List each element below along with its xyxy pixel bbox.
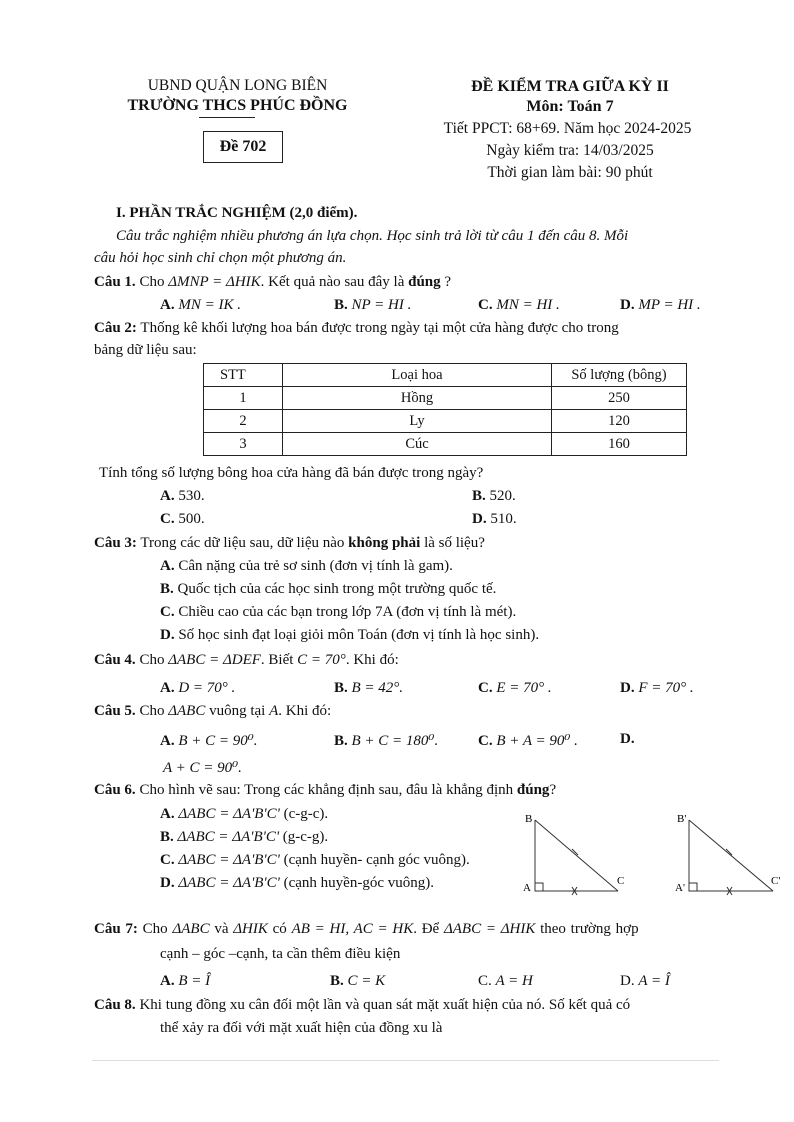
q3-option-c[interactable]: C. Chiều cao của các bạn trong lớp 7A (đơn vị tính là mét). — [160, 604, 517, 620]
q7-option-d[interactable]: D. A = Î — [620, 973, 670, 989]
q5-option-b[interactable]: B. B + C = 180⁰. — [334, 733, 439, 749]
q2-option-d[interactable]: D. 510. — [472, 511, 517, 527]
q2-option-b[interactable]: B. 520. — [472, 488, 516, 504]
q1-option-c[interactable]: C. MN = HI . — [478, 297, 560, 313]
question-5: Câu 5. Cho ΔABC vuông tại A. Khi đó: — [94, 703, 332, 719]
q4-option-c[interactable]: C. E = 70° . — [478, 680, 552, 696]
vertex-label: A — [523, 882, 531, 894]
q1-option-a[interactable]: A. MN = IK . — [160, 297, 241, 313]
question-2: Câu 2: Thống kê khối lượng hoa bán được trong ngày tại một cửa hàng được cho trong — [94, 320, 619, 336]
question-7: Câu 7: Cho ΔABC và ΔHIK có AB = HI, AC = HK. Để ΔABC = ΔHIK theo trường hợp — [94, 921, 639, 937]
periods: Tiết PPCT: 68+69. Năm học 2024-2025 — [443, 120, 692, 137]
table-cell: 250 — [552, 387, 687, 410]
q2-option-a[interactable]: A. 530. — [160, 488, 205, 504]
section-title: I. PHẦN TRẮC NGHIỆM (2,0 điểm). — [116, 205, 358, 221]
q6-option-d[interactable]: D. ΔABC = ΔA'B'C' (cạnh huyền-góc vuông). — [160, 875, 434, 891]
q7-option-a[interactable]: A. B = Î — [160, 973, 211, 989]
exam-date: Ngày kiểm tra: 14/03/2025 — [486, 142, 654, 159]
triangle-abc — [535, 820, 618, 895]
question-2-ask: Tính tổng số lượng bông hoa cửa hàng đã bán được trong ngày? — [99, 465, 484, 481]
table-row — [204, 433, 687, 456]
q5-option-d[interactable]: D. — [620, 731, 635, 747]
q2-option-c[interactable]: C. 500. — [160, 511, 205, 527]
exam-title: ĐỀ KIỂM TRA GIỮA KỲ II — [471, 78, 669, 95]
q3-option-b[interactable]: B. Quốc tịch của các học sinh trong một trường quốc tế. — [160, 581, 497, 597]
district-name: UBND QUẬN LONG BIÊN — [147, 77, 328, 94]
triangles-figure — [515, 808, 794, 903]
vertex-label: B — [525, 813, 533, 825]
question-4: Câu 4. Cho ΔABC = ΔDEF. Biết C = 70°. Khi đó: — [94, 652, 399, 668]
q7-option-b[interactable]: B. C = K — [330, 973, 386, 989]
table-row — [204, 387, 687, 410]
triangle-a-prime — [689, 820, 773, 895]
question-3: Câu 3: Trong các dữ liệu sau, dữ liệu nào không phải là số liệu? — [94, 535, 485, 551]
q7-option-c[interactable]: C. A = H — [478, 973, 533, 989]
question-6: Câu 6. Cho hình vẽ sau: Trong các khẳng định sau, đâu là khẳng định đúng? — [94, 782, 557, 798]
q5-option-a[interactable]: A. B + C = 90⁰. — [160, 733, 258, 749]
vertex-label: C' — [771, 875, 781, 887]
table-cell: 160 — [552, 433, 687, 456]
question-8: Câu 8. Khi tung đồng xu cân đối một lần và quan sát mặt xuất hiện của nó. Số kết quả có — [94, 997, 631, 1013]
question-7-cont: cạnh – góc –cạnh, ta cần thêm điều kiện — [160, 946, 401, 962]
q6-option-a[interactable]: A. ΔABC = ΔA'B'C' (c-g-c). — [160, 806, 329, 822]
q6-option-c[interactable]: C. ΔABC = ΔA'B'C' (cạnh huyền- cạnh góc vuông). — [160, 852, 470, 868]
exam-code: Đề 702 — [203, 131, 283, 163]
q1-option-d[interactable]: D. MP = HI . — [620, 297, 701, 313]
table-cell: 2 — [204, 410, 283, 433]
table-cell: Ly — [283, 410, 552, 433]
school-name: TRƯỜNG THCS PHÚC ĐỒNG — [127, 97, 348, 114]
header-underline — [199, 117, 255, 118]
table-header: Số lượng (bông) — [552, 364, 687, 387]
footer-divider — [92, 1060, 719, 1061]
table-cell: 3 — [204, 433, 283, 456]
section-intro-1: Câu trắc nghiệm nhiều phương án lựa chọn. Học sinh trả lời từ câu 1 đến câu 8. Mỗi — [116, 228, 629, 244]
flower-table — [203, 363, 687, 456]
question-1: Câu 1. Cho ΔMNP = ΔHIK. Kết quả nào sau đây là đúng ? — [94, 274, 452, 290]
table-cell: 120 — [552, 410, 687, 433]
table-cell: Hồng — [283, 387, 552, 410]
q4-option-b[interactable]: B. B = 42°. — [334, 680, 404, 696]
q6-option-b[interactable]: B. ΔABC = ΔA'B'C' (g-c-g). — [160, 829, 329, 845]
table-cell: 1 — [204, 387, 283, 410]
vertex-label: B' — [677, 813, 687, 825]
question-2-cont: bảng dữ liệu sau: — [94, 342, 197, 358]
q5-option-c[interactable]: C. B + A = 90⁰ . — [478, 733, 578, 749]
table-cell: Cúc — [283, 433, 552, 456]
table-header: Loại hoa — [283, 364, 552, 387]
question-8-cont: thể xảy ra đối với mặt xuất hiện của đồng xu là — [160, 1020, 443, 1036]
table-row — [204, 410, 687, 433]
q5-option-d-cont: A + C = 90⁰. — [163, 760, 242, 776]
q3-option-d[interactable]: D. Số học sinh đạt loại giỏi môn Toán (đơn vị tính là học sinh). — [160, 627, 540, 643]
q4-option-a[interactable]: A. D = 70° . — [160, 680, 236, 696]
section-intro-2: câu hỏi học sinh chỉ chọn một phương án. — [94, 250, 347, 266]
q3-option-a[interactable]: A. Cân nặng của trẻ sơ sinh (đơn vị tính là gam). — [160, 558, 453, 574]
subject: Môn: Toán 7 — [526, 98, 614, 115]
table-header: STT — [204, 364, 283, 387]
duration: Thời gian làm bài: 90 phút — [487, 164, 653, 181]
q1-option-b[interactable]: B. NP = HI . — [334, 297, 412, 313]
vertex-label: A' — [675, 882, 685, 894]
q4-option-d[interactable]: D. F = 70° . — [620, 680, 694, 696]
vertex-label: C — [617, 875, 625, 887]
